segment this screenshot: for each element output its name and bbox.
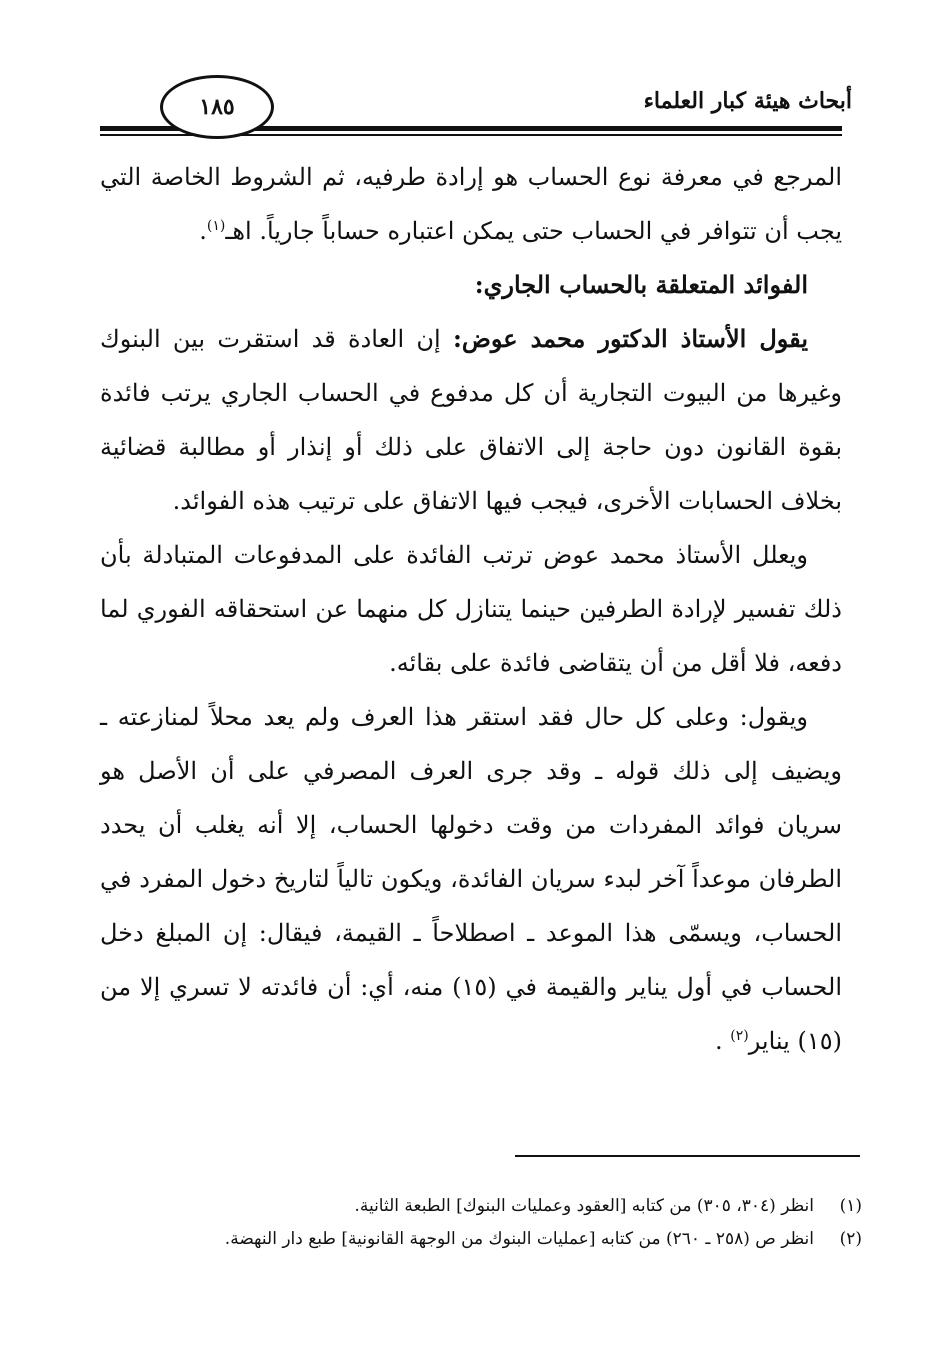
paragraph-4: [100, 690, 842, 1068]
footnote-number: (٢): [839, 1229, 862, 1249]
paragraph-2-text: إن العادة قد استقرت بين البنوك وغيرها من البيوت التجارية أن كل مدفوع في الحساب الجاري يرتب فائدة بقوة القانون دون حاجة إلى الاتفاق على ذلك أو إنذار أو مطالبة قضائية بخلاف الحسابات الأخرى، فيجب فيها الاتفاق على ترتيب هذه الفوائد.: [100, 325, 842, 515]
footnote-item: [100, 1223, 862, 1256]
footnote-separator: [515, 1155, 860, 1157]
footnote-item: [100, 1190, 862, 1223]
body-text: [100, 150, 842, 1068]
footnotes: [100, 1190, 862, 1256]
paragraph-2-lead: يقول الأستاذ الدكتور محمد عوض:: [452, 324, 808, 353]
paragraph-1-text: المرجع في معرفة نوع الحساب هو إرادة طرفيه، ثم الشروط الخاصة التي يجب أن تتوافر في الحساب حتى يمكن اعتباره حساباً جارياً. اهـ: [100, 163, 842, 245]
running-header-title: أبحاث هيئة كبار العلماء: [643, 88, 852, 114]
footnote-ref-1: (١): [206, 218, 226, 234]
paragraph-1-end: .: [199, 217, 207, 245]
paragraph-3: ويعلل الأستاذ محمد عوض ترتب الفائدة على المدفوعات المتبادلة بأن ذلك تفسير لإرادة الطرفين حينما يتنازل كل منهما عن استحقاقه الفوري لما دفعه، فلا أقل من أن يتقاضى فائدة على بقائه.: [100, 541, 842, 677]
paragraph-4-end: .: [714, 1027, 723, 1055]
paragraph-2: [100, 312, 842, 528]
footnote-text: انظر (٣٠٤، ٣٠٥) من كتابه [العقود وعمليات البنوك] الطبعة الثانية.: [354, 1196, 814, 1216]
footnote-text: انظر ص (٢٥٨ ـ ٢٦٠) من كتابه [عمليات البنوك من الوجهة القانونية] طبع دار النهضة.: [224, 1229, 814, 1249]
footnote-ref-2: (٢): [730, 1028, 749, 1044]
paragraph-1: [100, 150, 842, 258]
paragraph-4-text: ويقول: وعلى كل حال فقد استقر هذا العرف ولم يعد محلاً لمنازعته ـ ويضيف إلى ذلك قوله ـ وقد جرى العرف المصرفي على أن الأصل هو سريان فوائد المفردات من وقت دخولها الحساب، إلا أنه يغلب أن يحدد الطرفان موعداً آخر لبدء سريان الفائدة، ويكون تالياً لتاريخ دخول المفرد في الحساب، ويسمّى هذا الموعد ـ اصطلاحاً ـ القيمة، فيقال: إن المبلغ دخل الحساب في أول يناير والقيمة في (١٥) منه، أي: أن فائدته لا تسري إلا من (١٥) يناير: [100, 703, 842, 1055]
section-heading: الفوائد المتعلقة بالحساب الجاري:: [474, 270, 808, 299]
page-number: ١٨٥: [160, 75, 274, 139]
footnote-number: (١): [839, 1196, 862, 1216]
